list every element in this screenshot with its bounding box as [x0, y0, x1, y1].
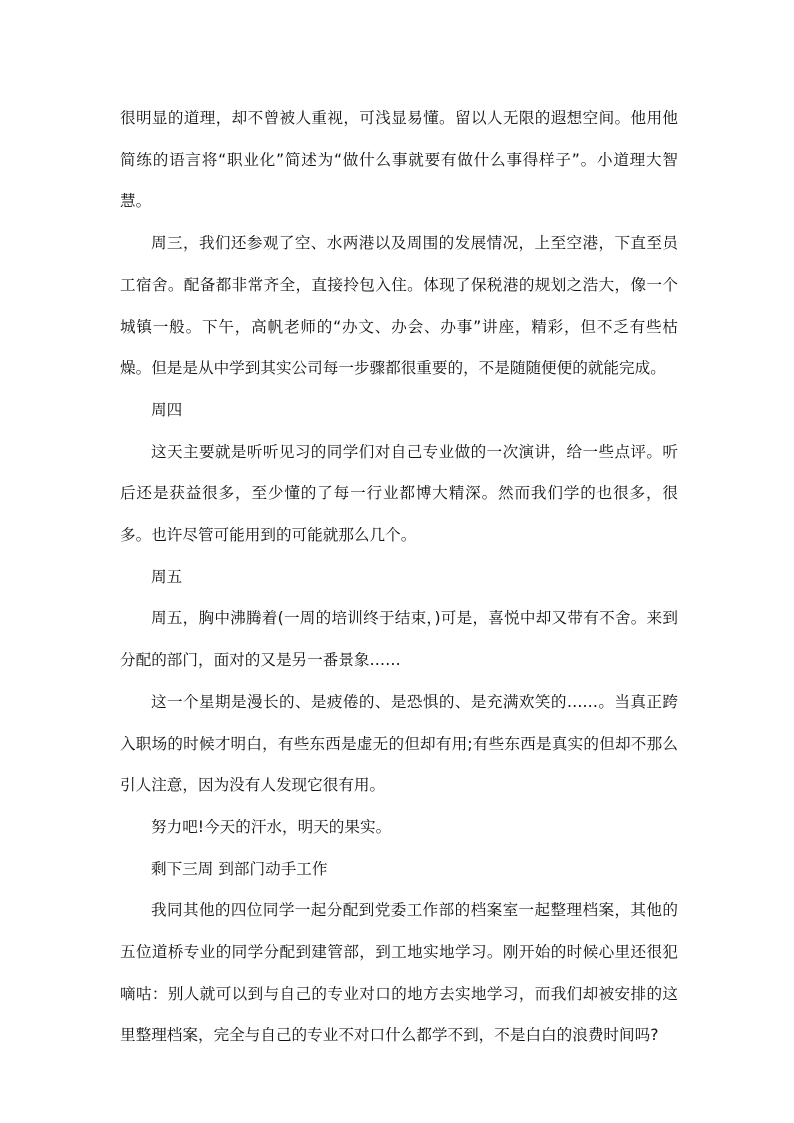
paragraph-3: 这天主要就是听听见习的同学们对自己专业做的一次演讲，给一些点评。听后还是获益很多，至少懂的了每一行业都博大精深。然而我们学的也很多，很多。也许尽管可能用到的可能就那么几个。 — [120, 442, 678, 545]
heading-thursday: 周四 — [151, 400, 183, 419]
heading-friday: 周五 — [151, 567, 183, 586]
document-body — [120, 98, 678, 1057]
paragraph-1: 很明显的道理，却不曾被人重视，可浅显易懂。留以人无限的遐想空间。他用他简练的语言将“职业化”简述为“做什么事就要有做什么事得样子”。小道理大智慧。 — [120, 109, 678, 211]
paragraph-4: 周五，胸中沸腾着(一周的培训终于结束，)可是，喜悦中却又带有不舍。来到分配的部门，面对的又是另一番景象…… — [120, 609, 678, 670]
heading-remaining-weeks: 剩下三周 到部门动手工作 — [151, 859, 328, 878]
paragraph-2: 周三，我们还参观了空、水两港以及周围的发展情况，上至空港，下直至员工宿舍。配备都非常齐全，直接拎包入住。体现了保税港的规划之浩大，像一个城镇一般。下午，高帆老师的“办文、办会、办事”讲座，精彩，但不乏有些枯燥。但是是从中学到其实公司每一步骤都很重要的，不是随随便便的就能完成。 — [120, 234, 678, 378]
paragraph-7: 我同其他的四位同学一起分配到党委工作部的档案室一起整理档案，其他的五位道桥专业的同学分配到建管部，到工地实地学习。刚开始的时候心里还很犯嘀咕：别人就可以到与自己的专业对口的地方去实地学习，而我们却被安排的这里整理档案，完全与自己的专业不对口什么都学不到，不是白白的浪费时间吗? — [120, 901, 678, 1045]
paragraph-6: 努力吧!今天的汗水，明天的果实。 — [151, 817, 392, 836]
paragraph-5: 这一个星期是漫长的、是疲倦的、是恐惧的、是充满欢笑的……。当真正跨入职场的时候才明白，有些东西是虚无的但却有用;有些东西是真实的但却不那么引人注意，因为没有人发现它很有用。 — [120, 692, 678, 795]
